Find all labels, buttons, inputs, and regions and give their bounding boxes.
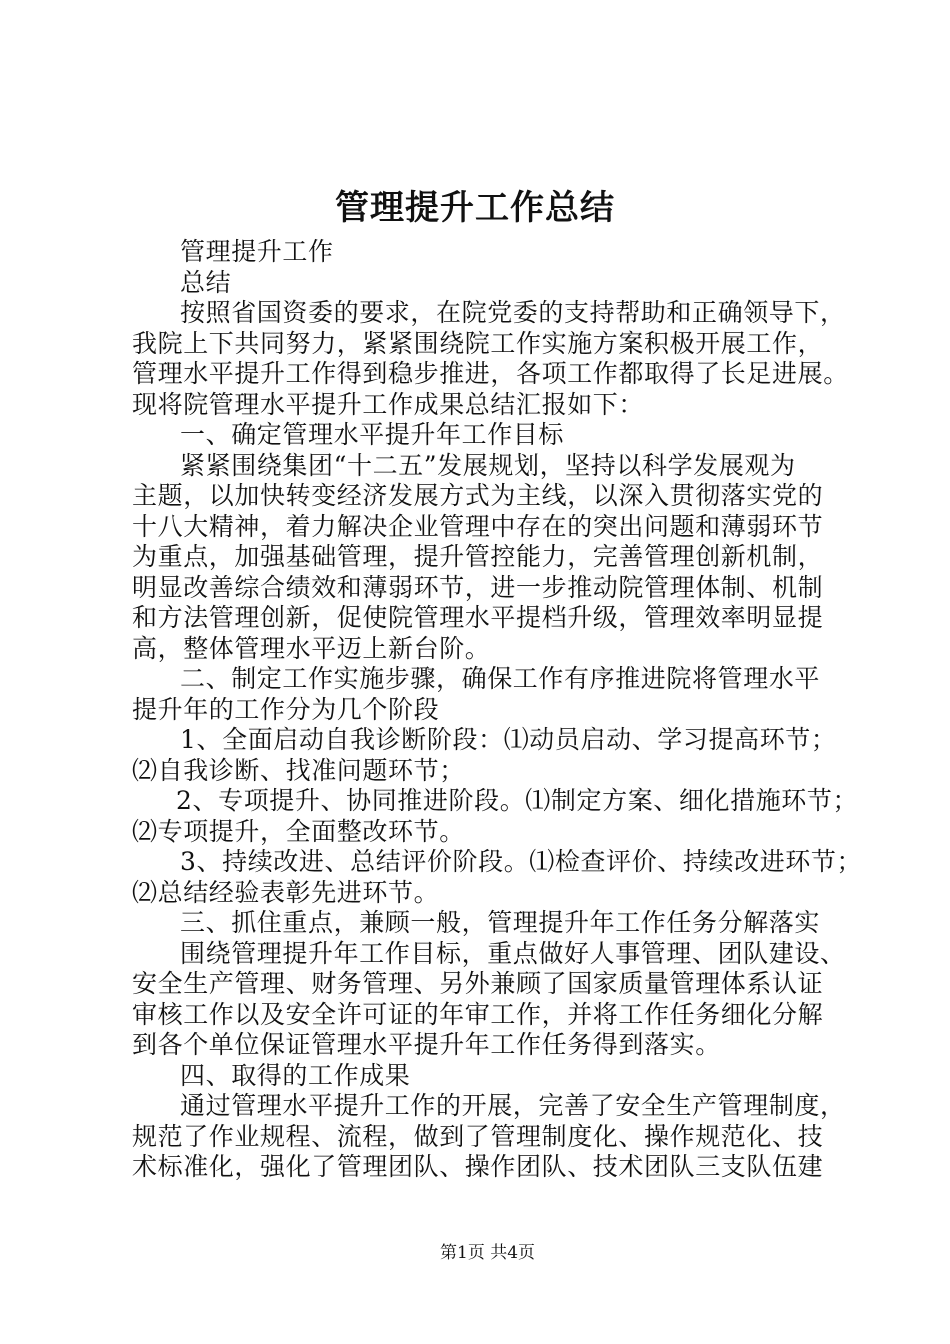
section-1-paragraph bbox=[132, 451, 892, 665]
body-line: 紧紧围绕集团“十二五”发展规划，坚持以科学发展观为 bbox=[180, 450, 796, 480]
body-line: 术标准化，强化了管理团队、操作团队、技术团队三支队伍建 bbox=[132, 1152, 824, 1181]
heading-line: 二、制定工作实施步骤，确保工作有序推进院将管理水平 bbox=[180, 664, 821, 693]
section-3-paragraph bbox=[132, 939, 892, 1061]
body-line: 十八大精神，着力解决企业管理中存在的突出问题和薄弱环节 bbox=[132, 511, 824, 541]
body-line: 2、专项提升、协同推进阶段。⑴制定方案、细化措施环节； bbox=[176, 786, 859, 815]
stage-2-item bbox=[132, 786, 892, 847]
body-line: 主题，以加快转变经济发展方式为主线，以深入贯彻落实党的 bbox=[132, 481, 824, 510]
intro-paragraph bbox=[132, 298, 892, 420]
body-line: 为重点，加强基础管理，提升管控能力，完善管理创新机制， bbox=[132, 542, 824, 571]
document-title: 管理提升工作总结 bbox=[335, 188, 615, 228]
body-line: 高，整体管理水平迈上新台阶。 bbox=[132, 633, 491, 663]
body-line: 按照省国资委的要求，在院党委的支持帮助和正确领导下， bbox=[180, 298, 846, 327]
section-heading-4 bbox=[132, 1061, 892, 1092]
body-line: 和方法管理创新，促使院管理水平提档升级，管理效率明显提 bbox=[132, 603, 824, 632]
body-line: 3、持续改进、总结评价阶段。⑴检查评价、持续改进环节； bbox=[180, 847, 863, 876]
body-line: 安全生产管理、财务管理、另外兼顾了国家质量管理体系认证 bbox=[132, 969, 824, 998]
stage-1-item bbox=[132, 725, 892, 786]
section-heading-1 bbox=[132, 420, 892, 451]
body-line: 管理水平提升工作得到稳步推进，各项工作都取得了长足进展。 bbox=[132, 359, 849, 388]
body-line: 现将院管理水平提升工作成果总结汇报如下： bbox=[132, 389, 645, 419]
page-number-footer: 第1页 共4页 bbox=[440, 1243, 536, 1263]
body-line: 总结 bbox=[180, 267, 232, 297]
body-line: 到各个单位保证管理水平提升年工作任务得到落实。 bbox=[132, 1030, 721, 1059]
body-line: 管理提升工作 bbox=[180, 237, 334, 266]
heading-line: 四、取得的工作成果 bbox=[180, 1060, 411, 1090]
heading-line: 三、抓住重点，兼顾一般，管理提升年工作任务分解落实 bbox=[180, 908, 821, 937]
body-line: 我院上下共同努力，紧紧围绕院工作实施方案积极开展工作， bbox=[132, 328, 824, 358]
section-4-paragraph bbox=[132, 1091, 892, 1183]
subtitle-line-1 bbox=[132, 237, 892, 268]
section-heading-2 bbox=[132, 664, 892, 725]
subtitle-line-2 bbox=[132, 268, 892, 299]
heading-line: 一、确定管理水平提升年工作目标 bbox=[180, 420, 565, 449]
heading-line: 提升年的工作分为几个阶段 bbox=[132, 694, 440, 724]
body-line: 通过管理水平提升工作的开展，完善了安全生产管理制度， bbox=[180, 1091, 846, 1120]
body-line: 审核工作以及安全许可证的年审工作，并将工作任务细化分解 bbox=[132, 999, 824, 1029]
body-line: 明显改善综合绩效和薄弱环节，进一步推动院管理体制、机制 bbox=[132, 572, 824, 602]
stage-3-item bbox=[132, 847, 892, 908]
body-line: ⑵总结经验表彰先进环节。 bbox=[132, 877, 440, 907]
body-line: 1、全面启动自我诊断阶段：⑴动员启动、学习提高环节； bbox=[180, 725, 837, 754]
body-line: ⑵专项提升，全面整改环节。 bbox=[132, 816, 465, 846]
body-line: 围绕管理提升年工作目标，重点做好人事管理、团队建设、 bbox=[180, 938, 846, 968]
body-line: ⑵自我诊断、找准问题环节； bbox=[132, 755, 465, 785]
body-line: 规范了作业规程、流程，做到了管理制度化、操作规范化、技 bbox=[132, 1121, 824, 1151]
section-heading-3 bbox=[132, 908, 892, 939]
document-body bbox=[132, 237, 892, 1183]
